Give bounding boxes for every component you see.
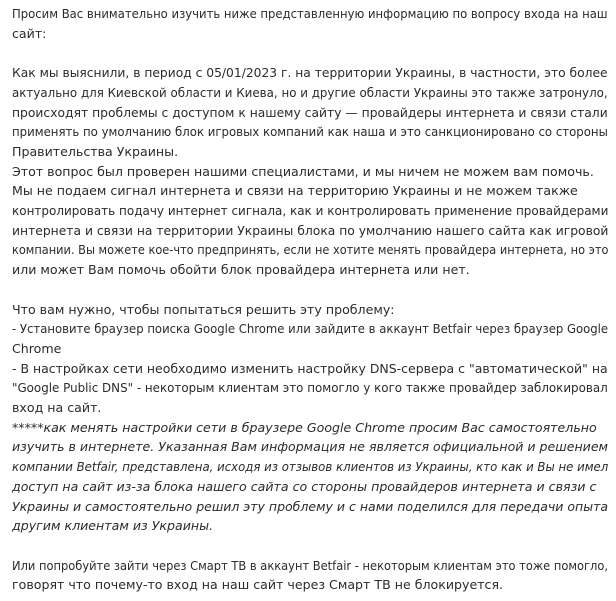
text-line: изучить в интернете. Указанная Вам информация не является официальной и решением [12,439,609,455]
paragraph-gap [12,536,608,556]
paragraph-gap [12,280,608,300]
text-line: Украины и самостоятельно решил эту проблему и с нами поделился для передачи опыта [12,498,609,514]
intro-paragraph [12,4,608,43]
text-line: актуально для Киевской области и Киева, но и другие области Украины это также затронуло, [12,84,608,100]
text-line: говорят что почему-то вход на наш сайт через Смарт ТВ не блокируется. [12,577,504,593]
text-line: - В настройках сети необходимо изменить настройку DNS-сервера с "автоматической" на [12,360,608,376]
text-line: Chrome [12,340,62,356]
smart-tv-paragraph [12,556,608,595]
text-line: Правительства Украины. [12,143,179,159]
message-body [12,4,608,595]
text-line: компании Betfair, представлена, исходя из отзывов клиентов из Украины, кто как и Вы не имел [12,459,609,475]
text-line: Просим Вас внимательно изучить ниже представленную информацию по вопросу входа на наш [12,6,608,21]
text-line: сайт: [12,25,47,41]
text-line: доступ на сайт из-за блока нашего сайта со стороны провайдеров интернета и связи с [12,478,597,494]
text-line: Как мы выяснили, в период с 05/01/2023 г. на территории Украины, в частности, это более [12,65,608,81]
text-line: Что вам нужно, чтобы попытаться решить эту проблему: [12,301,395,317]
text-line: или может Вам помочь обойти блок провайдера интернета или нет. [12,262,470,278]
disclaimer-note [12,418,608,536]
paragraph-gap [12,43,608,63]
text-line: другим клиентам из Украины. [12,518,214,534]
text-line: контролировать подачу интернет сигнала, как и контролировать применение провайдерами [12,203,609,219]
text-line: Мы не подаем сигнал интернета и связи на территорию Украины и не можем также [12,183,578,199]
text-line: компании. Вы можете кое-что предпринять, если не хотите менять провайдера интернета, но это [12,242,609,258]
text-line: "Google Public DNS" - некоторым клиентам это помогло у кого также провайдер заблокировал [12,380,608,396]
text-line: Этот вопрос был проверен нашими специалистами, и мы ничем не можем вам помочь. [12,163,594,179]
text-line: происходят проблемы с доступом к нашему сайту — провайдеры интернета и связи стали [12,104,608,120]
instructions-paragraph [12,300,608,418]
explanation-paragraph [12,63,608,280]
text-line: *****как менять настройки сети в браузере Google Chrome просим Вас самостоятельно [12,419,597,435]
text-line: Или попробуйте зайти через Смарт ТВ в аккаунт Betfair - некоторым клиентам это тоже помогло, [12,557,609,573]
text-line: интернета и связи на территории Украины блока по умолчанию нашего сайта как игровой [12,222,609,238]
text-line: - Установите браузер поиска Google Chrome или зайдите в аккаунт Betfair через браузер Google [12,321,609,337]
text-line: вход на сайт. [12,400,102,416]
text-line: применять по умолчанию блок игровых компаний как наша и это санкционировано со стороны [12,124,608,140]
